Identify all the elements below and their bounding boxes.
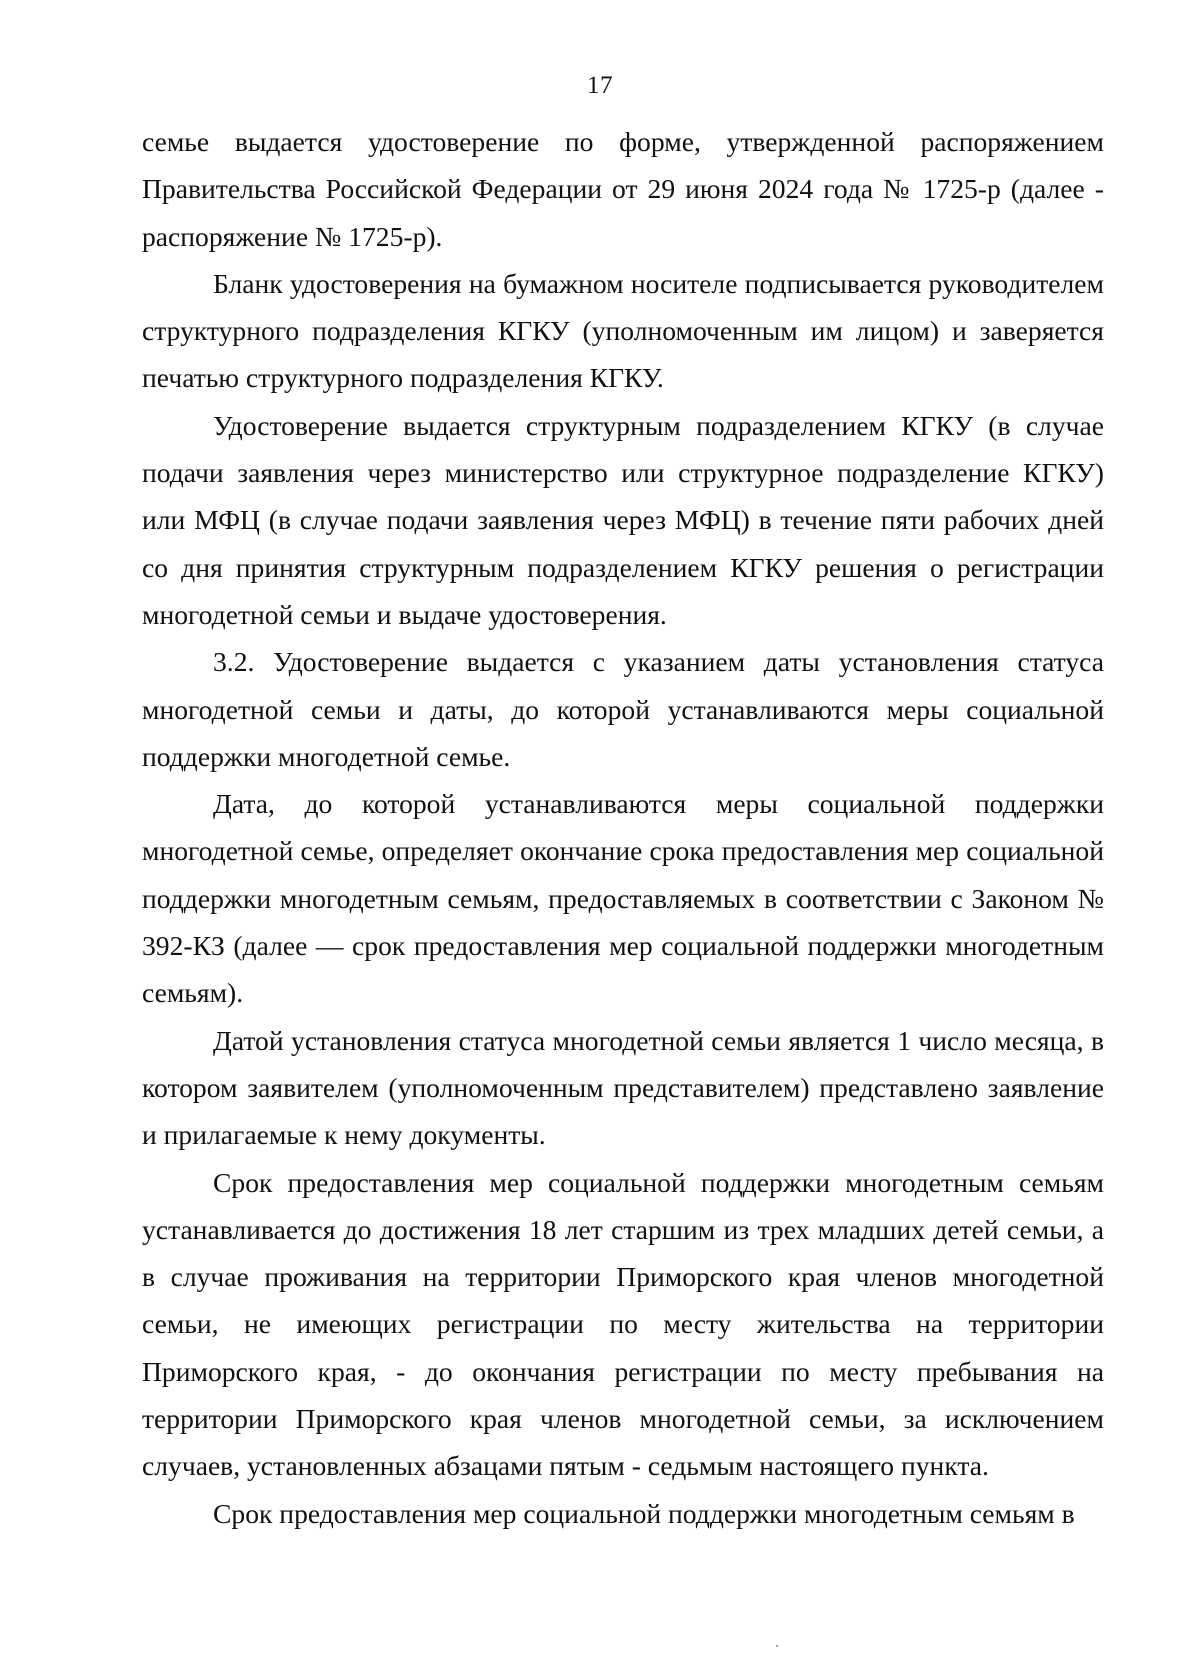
paragraph-blank-signature: Бланк удостоверения на бумажном носителе подписывается руководителем структурного подразделения КГКУ (уполномоченным им лицом) и заверяется печатью структурного подразделения КГКУ.	[142, 267, 1104, 394]
paragraph-3-2: 3.2. Удостоверение выдается с указанием даты установления статуса многодетной семьи и даты, до которой устанавливаются меры социальной поддержки многодетной семье.	[142, 646, 1104, 772]
paragraph-status-date: Датой установления статуса многодетной семьи является 1 число месяца, в котором заявителем (уполномоченным представителем) представлено заявление и прилагаемые к нему документы.	[142, 1024, 1104, 1151]
scan-speck	[776, 1645, 778, 1647]
paragraph-support-period-continued: Срок предоставления мер социальной поддержки многодетным семьям в	[213, 1497, 1075, 1529]
paragraph-support-end-date: Дата, до которой устанавливаются меры социальной поддержки многодетной семье, определяет окончание срока предоставления мер социальной поддержки многодетным семьям, предоставляемых в соответствии с Законом № 392-КЗ (далее — срок предоставления мер социальной поддержки многодетным семьям).	[142, 788, 1104, 1009]
paragraph-issuance: Удостоверение выдается структурным подразделением КГКУ (в случае подачи заявления через министерство или структурное подразделение КГКУ) или МФЦ (в случае подачи заявления через МФЦ) в течение пяти рабочих дней со дня принятия структурным подразделением КГКУ решения о регистрации многодетной семьи и выдаче удостоверения.	[142, 409, 1104, 630]
paragraph-support-period: Срок предоставления мер социальной поддержки многодетным семьям устанавливается до достижения 18 лет старшим из трех младших детей семьи, а в случае проживания на территории Приморского края членов многодетной семьи, не имеющих регистрации по месту жительства на территории Приморского края, - до окончания регистрации по месту пребывания на территории Приморского края членов многодетной семьи, за исключением случаев, установленных абзацами пятым - седьмым настоящего пункта.	[142, 1166, 1104, 1482]
document-body	[142, 118, 1104, 1537]
paragraph-continuation: семье выдается удостоверение по форме, утвержденной распоряжением Правительства Российской Федерации от 29 июня 2024 года № 1725-р (далее - распоряжение № 1725-р).	[142, 126, 1104, 252]
page-number: 17	[587, 72, 613, 99]
